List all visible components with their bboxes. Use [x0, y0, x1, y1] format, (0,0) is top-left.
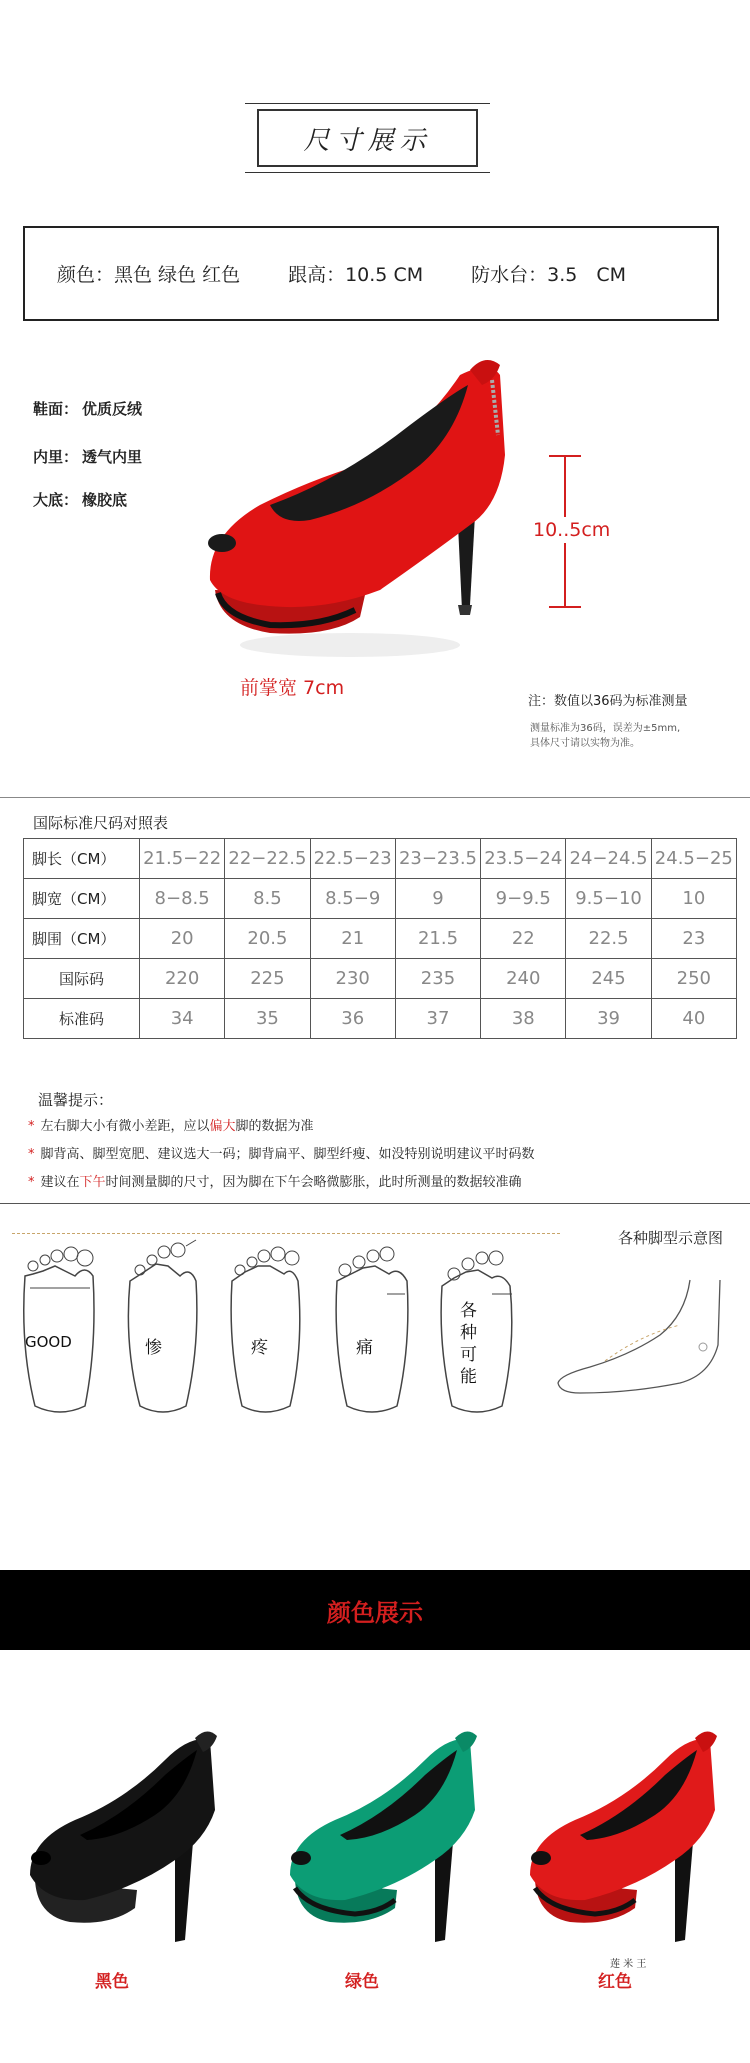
color-label-green: 绿色	[345, 1972, 379, 1992]
size-table-row-label: 脚围（CM）	[24, 919, 140, 959]
size-table-cell: 22	[481, 919, 566, 959]
measurement-note: 注：数值以36码为标准测量	[528, 694, 688, 709]
brand-logo: 莲 米 王	[610, 1959, 647, 1970]
size-table-cell: 39	[566, 999, 651, 1039]
size-table-cell: 8−8.5	[140, 879, 225, 919]
size-table-cell: 24−24.5	[566, 839, 651, 879]
divider	[0, 797, 750, 798]
foot-outline-good	[15, 1236, 105, 1416]
color-label-black: 黑色	[95, 1972, 129, 1992]
size-table-cell: 20.5	[225, 919, 310, 959]
size-table-cell: 9	[395, 879, 480, 919]
size-table-cell: 23−23.5	[395, 839, 480, 879]
tip-item: * 建议在下午时间测量脚的尺寸，因为脚在下午会略微膨胀，此时所测量的数据较准确	[28, 1175, 522, 1190]
size-table-cell: 9−9.5	[481, 879, 566, 919]
size-table-row-label: 脚长（CM）	[24, 839, 140, 879]
size-table-cell: 38	[481, 999, 566, 1039]
spec-color: 颜色：黑色 绿色 红色	[57, 264, 241, 286]
colors-title: 颜色展示	[327, 1598, 423, 1627]
size-table-cell: 8.5−9	[310, 879, 395, 919]
size-table-cell: 225	[225, 959, 310, 999]
size-table-cell: 22−22.5	[225, 839, 310, 879]
size-table-cell: 245	[566, 959, 651, 999]
section-title-frame	[245, 103, 490, 173]
foot-outline-ache	[327, 1236, 417, 1416]
size-table	[23, 838, 737, 1039]
shoe-black-image	[25, 1730, 235, 1970]
size-table-cell: 235	[395, 959, 480, 999]
size-table-row-label: 国际码	[24, 959, 140, 999]
size-table-row	[24, 919, 737, 959]
foot-label-good: GOOD	[25, 1333, 72, 1351]
size-table-cell: 21.5	[395, 919, 480, 959]
foot-label-4: 各 种 可 能	[460, 1301, 477, 1387]
tips-title: 温馨提示：	[38, 1091, 114, 1109]
foot-label-1: 惨	[145, 1338, 162, 1358]
color-label-red: 红色	[598, 1972, 632, 1992]
size-table-row	[24, 839, 737, 879]
spec-heel-height: 跟高：10.5 CM	[288, 264, 424, 286]
dashed-guide-line	[12, 1233, 560, 1234]
heel-height-label: 10..5cm	[533, 519, 611, 541]
size-table-row-label: 脚宽（CM）	[24, 879, 140, 919]
size-table-cell: 230	[310, 959, 395, 999]
size-table-row	[24, 999, 737, 1039]
spec-box	[23, 226, 719, 321]
size-table-cell: 23.5−24	[481, 839, 566, 879]
size-table-cell: 22.5	[566, 919, 651, 959]
material-lining: 内里： 透气内里	[33, 448, 143, 466]
spec-platform: 防水台：3.5 CM	[471, 264, 626, 286]
material-upper: 鞋面： 优质反绒	[33, 400, 143, 418]
foot-label-3: 痛	[356, 1338, 373, 1358]
foot-types-title: 各种脚型示意图	[618, 1229, 724, 1247]
foot-outline-pain	[220, 1236, 310, 1416]
measure-cap-bottom	[549, 606, 581, 608]
size-table-cell: 34	[140, 999, 225, 1039]
size-table-cell: 35	[225, 999, 310, 1039]
size-table-title: 国际标准尺码对照表	[33, 814, 169, 832]
divider	[0, 1203, 750, 1204]
product-shoe-image	[200, 355, 540, 665]
foot-label-2: 疼	[251, 1338, 268, 1358]
size-table-cell: 220	[140, 959, 225, 999]
size-table-cell: 8.5	[225, 879, 310, 919]
size-table-cell: 9.5−10	[566, 879, 651, 919]
size-table-cell: 36	[310, 999, 395, 1039]
material-sole: 大底： 橡胶底	[33, 491, 128, 509]
size-table-cell: 40	[651, 999, 736, 1039]
size-table-cell: 240	[481, 959, 566, 999]
size-table-cell: 24.5−25	[651, 839, 736, 879]
tip-item: * 左右脚大小有微小差距，应以偏大脚的数据为准	[28, 1119, 314, 1134]
size-table-cell: 21.5−22	[140, 839, 225, 879]
size-table-cell: 21	[310, 919, 395, 959]
size-table-cell: 250	[651, 959, 736, 999]
side-foot-illustration	[550, 1275, 740, 1405]
size-table-row-label: 标准码	[24, 999, 140, 1039]
shoe-red-image	[525, 1730, 735, 1970]
page-title: 尺寸展示	[303, 125, 432, 156]
colors-banner	[0, 1570, 750, 1650]
size-table-cell: 22.5−23	[310, 839, 395, 879]
size-table-row	[24, 879, 737, 919]
size-table-cell: 10	[651, 879, 736, 919]
size-table-cell: 20	[140, 919, 225, 959]
measurement-detail: 测量标准为36码，误差为±5mm, 具体尺寸请以实物为准。	[530, 723, 681, 749]
shoe-green-image	[285, 1730, 495, 1970]
forefoot-width-label: 前掌宽 7cm	[240, 677, 345, 699]
size-table-cell: 23	[651, 919, 736, 959]
size-table-row	[24, 959, 737, 999]
foot-outline-bunion	[118, 1236, 208, 1416]
tip-item: * 脚背高、脚型宽肥、建议选大一码；脚背扁平、脚型纤瘦、如没特别说明建议平时码数	[28, 1147, 535, 1162]
size-table-cell: 37	[395, 999, 480, 1039]
